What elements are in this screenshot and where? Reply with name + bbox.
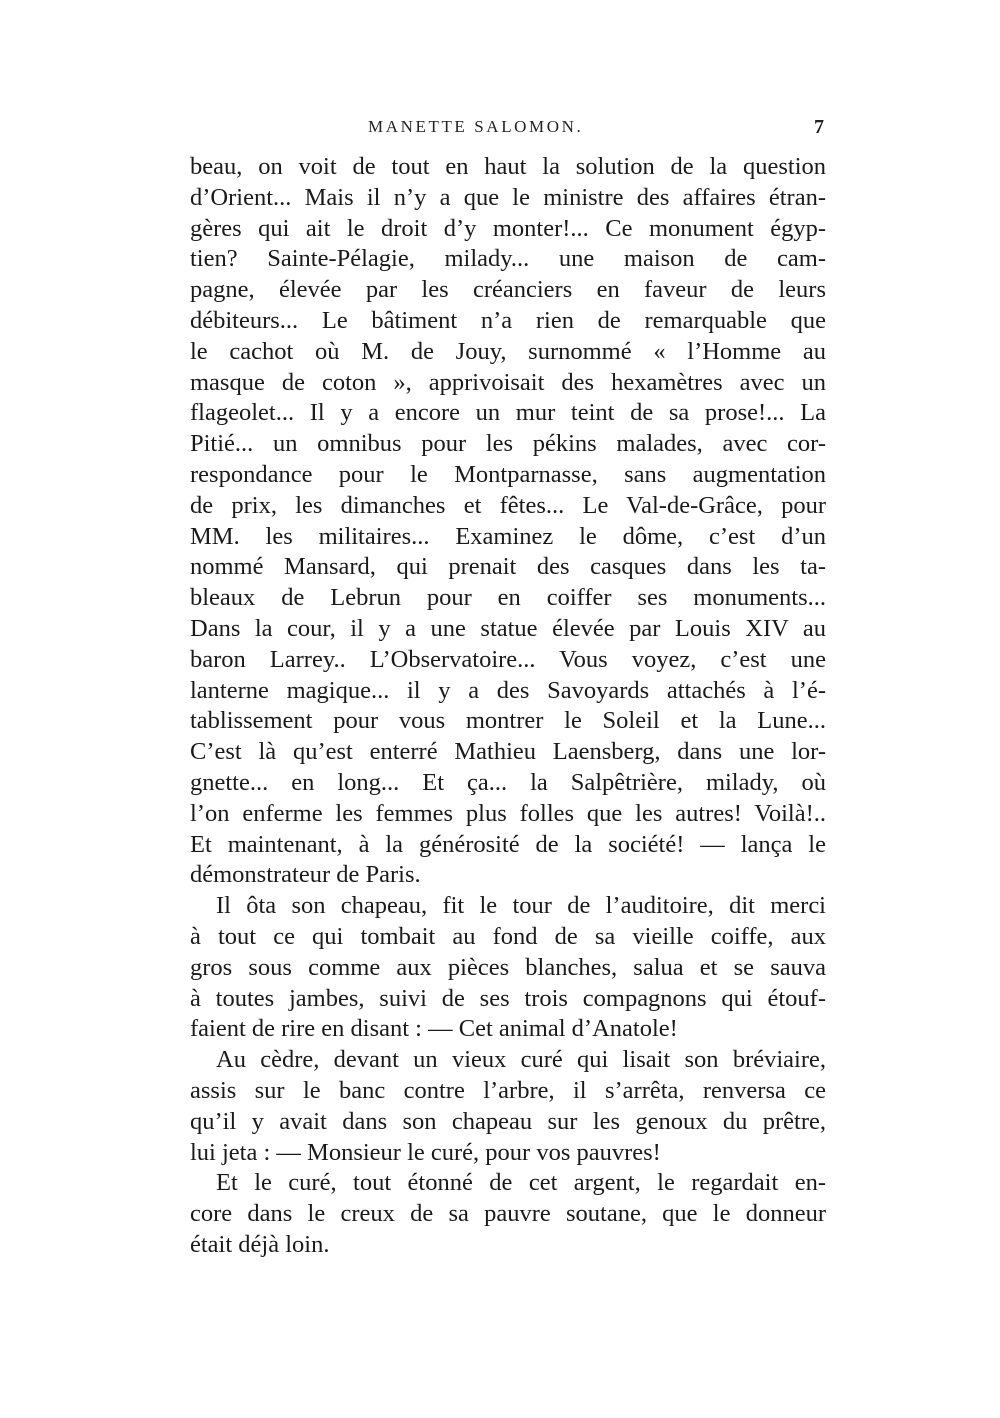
text-line: Dans la cour, il y a une statue élevée par Louis XIV au [190, 614, 826, 642]
text-line: gères qui ait le droit d’y monter!... Ce monument égyp- [190, 214, 826, 242]
text-line: MM. les militaires... Examinez le dôme, c’est d’un [190, 522, 826, 550]
text-line: Au cèdre, devant un vieux curé qui lisait son bréviaire, [216, 1046, 826, 1074]
text-line: l’on enferme les femmes plus folles que les autres! Voilà!.. [190, 799, 826, 827]
text-line: gros sous comme aux pièces blanches, salua et se sauva [190, 953, 826, 981]
text-line: tien? Sainte-Pélagie, milady... une maison de cam- [190, 245, 826, 273]
text-line: était déjà loin. [190, 1230, 330, 1258]
text-line: Et maintenant, à la générosité de la société! — lança le [190, 830, 826, 858]
page-number: 7 [814, 116, 824, 138]
text-line: le cachot où M. de Jouy, surnommé « l’Homme au [190, 337, 826, 365]
text-line: nommé Mansard, qui prenait des casques dans les ta- [190, 553, 826, 581]
text-line: à tout ce qui tombait au fond de sa vieille coiffe, aux [190, 922, 826, 950]
text-line: gnette... en long... Et ça... la Salpêtrière, milady, où [190, 768, 826, 796]
text-line: pagne, élevée par les créanciers en faveur de leurs [190, 276, 826, 304]
text-line: baron Larrey.. L’Observatoire... Vous voyez, c’est une [190, 645, 826, 673]
text-line: assis sur le banc contre l’arbre, il s’arrêta, renversa ce [190, 1076, 826, 1104]
text-line: C’est là qu’est enterré Mathieu Laensberg, dans une lor- [190, 738, 826, 766]
running-header [190, 117, 826, 141]
text-line: flageolet... Il y a encore un mur teint de sa prose!... La [190, 399, 826, 427]
text-line: Il ôta son chapeau, fit le tour de l’auditoire, dit merci [216, 892, 826, 920]
text-line: masque de coton », apprivoisait des hexamètres avec un [190, 368, 826, 396]
text-line: qu’il y avait dans son chapeau sur les genoux du prêtre, [190, 1107, 826, 1135]
text-line: de prix, les dimanches et fêtes... Le Val-de-Grâce, pour [190, 491, 826, 519]
running-title: MANETTE SALOMON. [368, 117, 584, 136]
text-line: core dans le creux de sa pauvre soutane, que le donneur [190, 1200, 826, 1228]
text-line: d’Orient... Mais il n’y a que le ministre des affaires étran- [190, 183, 826, 211]
text-line: tablissement pour vous montrer le Soleil et la Lune... [190, 707, 826, 735]
text-line: Pitié... un omnibus pour les pékins malades, avec cor- [190, 430, 826, 458]
text-line: beau, on voit de tout en haut la solution de la question [190, 153, 826, 180]
text-line: faient de rire en disant : — Cet animal d’Anatole! [190, 1015, 678, 1043]
text-line: lanterne magique... il y a des Savoyards attachés à l’é- [190, 676, 826, 704]
text-line: lui jeta : — Monsieur le curé, pour vos pauvres! [190, 1138, 661, 1166]
text-line: débiteurs... Le bâtiment n’a rien de remarquable que [190, 306, 826, 334]
text-line: bleaux de Lebrun pour en coiffer ses monuments... [190, 584, 826, 612]
text-line: Et le curé, tout étonné de cet argent, le regardait en- [216, 1169, 826, 1197]
text-line: à toutes jambes, suivi de ses trois compagnons qui étouf- [190, 984, 826, 1012]
body-text [190, 152, 826, 1261]
text-line: démonstrateur de Paris. [190, 861, 421, 889]
text-line: respondance pour le Montparnasse, sans augmentation [190, 460, 826, 488]
